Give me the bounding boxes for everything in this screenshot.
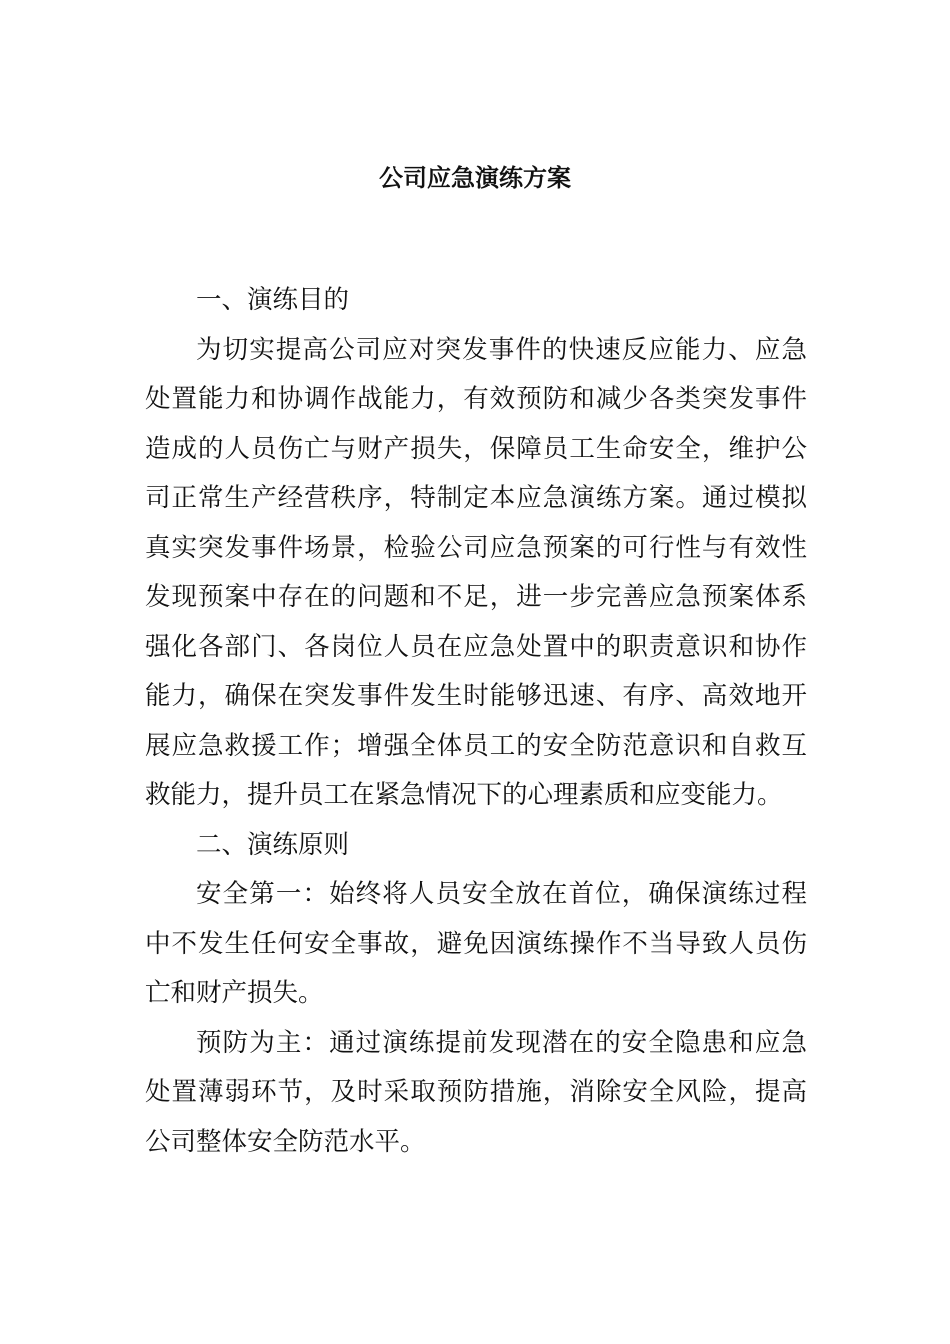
document-body xyxy=(145,276,807,1167)
paragraph-safety-first: 安全第一：始终将人员安全放在首位，确保演练过程中不发生任何安全事故，避免因演练操作不当导致人员伤亡和财产损失。 xyxy=(145,879,807,1008)
document-title: 公司应急演练方案 xyxy=(379,164,571,192)
section-heading-principles: 二、演练原则 xyxy=(196,829,350,860)
paragraph-purpose: 为切实提高公司应对突发事件的快速反应能力、应急处置能力和协调作战能力，有效预防和减少各类突发事件造成的人员伤亡与财产损失，保障员工生命安全，维护公司正常生产经营秩序，特制定本应急演练方案。通过模拟真实突发事件场景，检验公司应急预案的可行性与有效性发现预案中存在的问题和不足，进一步完善应急预案体系强化各部门、各岗位人员在应急处置中的职责意识和协作能力，确保在突发事件发生时能够迅速、有序、高效地开展应急救援工作；增强全体员工的安全防范意识和自救互救能力，提升员工在紧急情况下的心理素质和应变能力。 xyxy=(145,334,807,810)
section-heading-purpose: 一、演练目的 xyxy=(196,285,350,315)
paragraph-prevention-first: 预防为主：通过演练提前发现潜在的安全隐患和应急处置薄弱环节，及时采取预防措施，消除安全风险，提高公司整体安全防范水平。 xyxy=(145,1027,807,1157)
